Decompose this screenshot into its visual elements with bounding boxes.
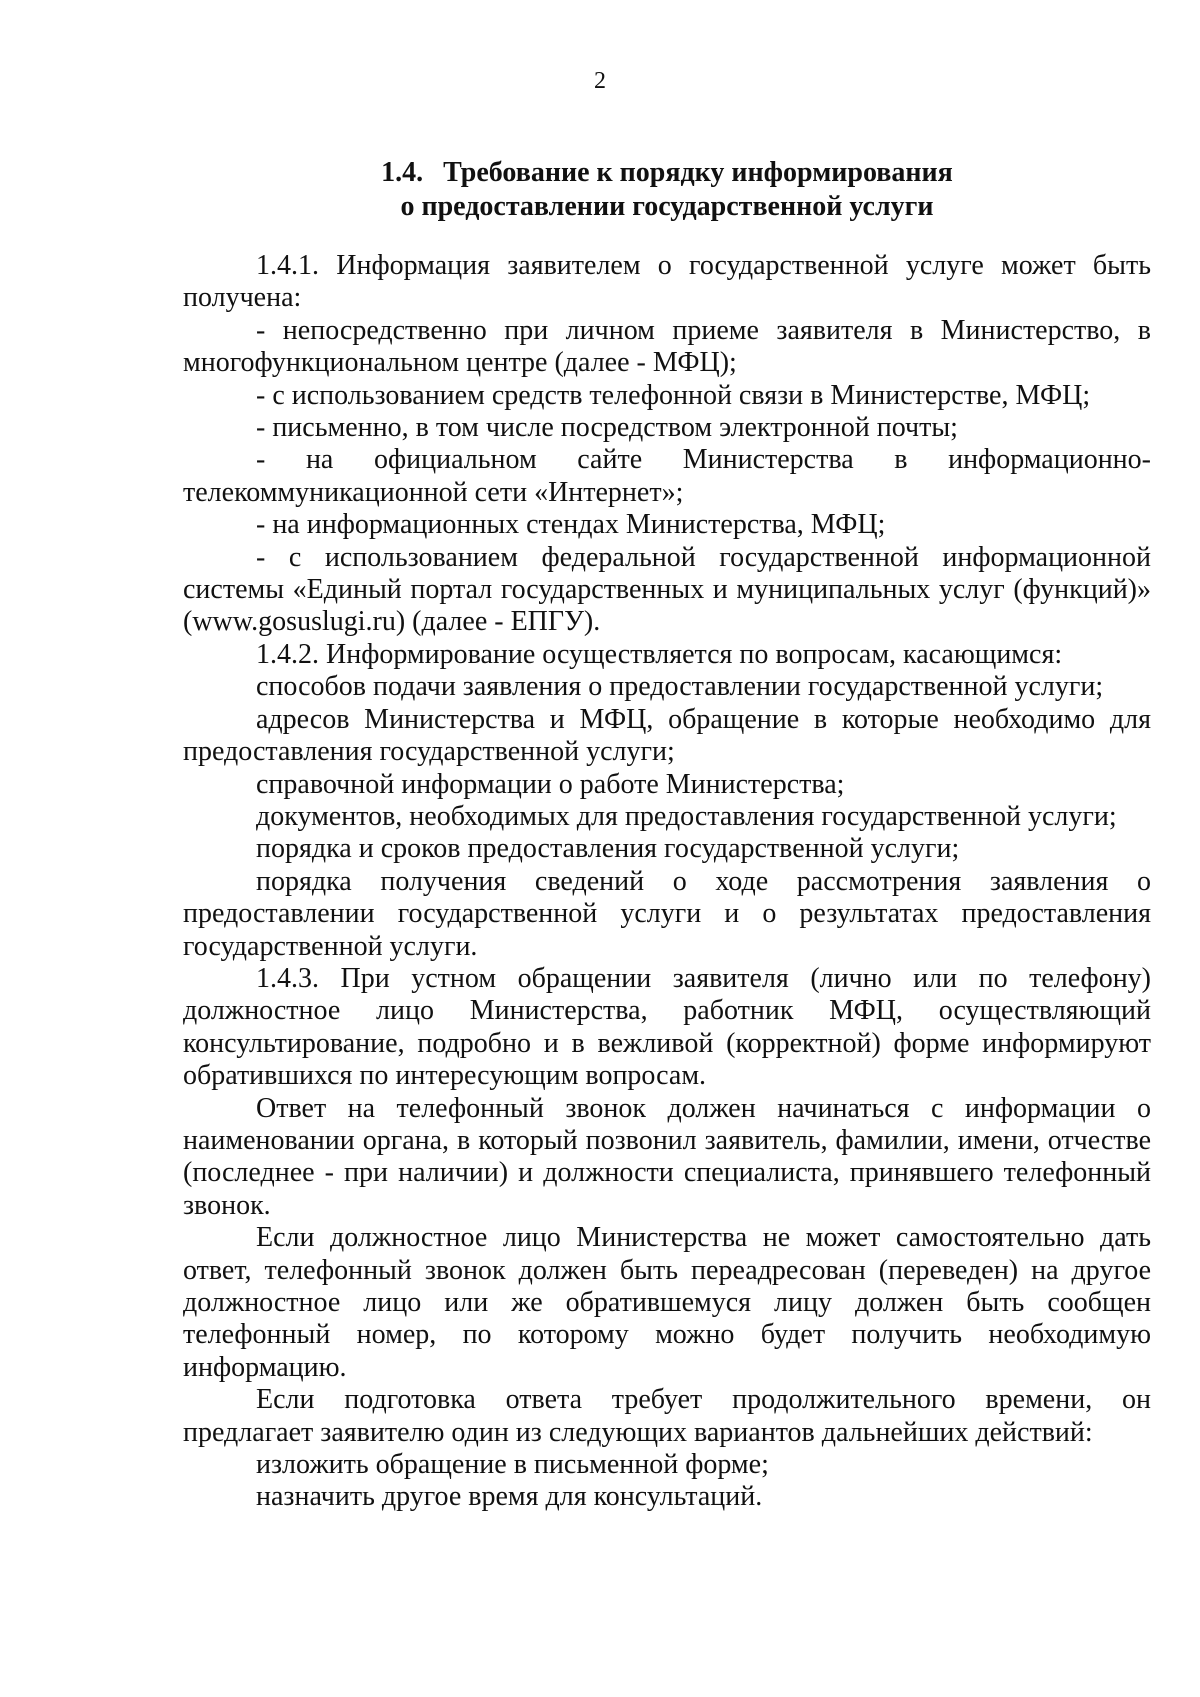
list-item-reference-info: справочной информации о работе Министерства; [256, 768, 845, 800]
section-heading-line-1 [183, 156, 1151, 190]
list-item-website: - на официальном сайте Министерства в информационно-телекоммуникационной сети «Интернет»; [183, 444, 1151, 508]
list-item-documents: документов, необходимых для предоставления государственной услуги; [256, 800, 1117, 832]
paragraph-1-4-3: 1.4.3. При устном обращении заявителя (лично или по телефону) должностное лицо Министерства, работник МФЦ, осуществляющий консультирование, подробно и в вежливой (корректной) форме информируют обратившихся по интересующим вопросам. [183, 962, 1151, 1092]
list-item-progress-info: порядка получения сведений о ходе рассмотрения заявления о предоставлении государственной услуги и о результатах предоставления государственной услуги. [183, 865, 1151, 962]
body-text [183, 250, 1151, 1514]
list-item-written-request: изложить обращение в письменной форме; [256, 1449, 769, 1481]
section-heading [183, 156, 1151, 224]
list-item-written: - письменно, в том числе посредством электронной почты; [256, 412, 958, 444]
page-number: 2 [594, 68, 606, 94]
list-item-epgu: - с использованием федеральной государственной информационной системы «Единый портал государственных и муниципальных услуг (функций)» (www.gosuslugi.ru) (далее - ЕПГУ). [183, 541, 1151, 638]
paragraph-long-preparation: Если подготовка ответа требует продолжительного времени, он предлагает заявителю один из следующих вариантов дальнейших действий: [183, 1384, 1151, 1448]
paragraph-1-4-1: 1.4.1. Информация заявителем о государственной услуге может быть получена: [183, 250, 1151, 314]
paragraph-1-4-2: 1.4.2. Информирование осуществляется по вопросам, касающимся: [256, 638, 1063, 670]
list-item-submission-methods: способов подачи заявления о предоставлении государственной услуги; [256, 671, 1104, 703]
list-item-stands: - на информационных стендах Министерства, МФЦ; [256, 509, 886, 541]
section-title-line-2: о предоставлении государственной услуги [400, 191, 934, 222]
section-title-line-1: Требование к порядку информирования [443, 157, 953, 188]
list-item-other-time: назначить другое время для консультаций. [256, 1481, 763, 1513]
list-item-personal-reception: - непосредственно при личном приеме заявителя в Министерство, в многофункциональном центре (далее - МФЦ); [183, 314, 1151, 379]
list-item-telephone: - с использованием средств телефонной связи в Министерстве, МФЦ; [256, 379, 1091, 411]
paragraph-phone-answer: Ответ на телефонный звонок должен начинаться с информации о наименовании органа, в который позвонил заявитель, фамилии, имени, отчестве (последнее - при наличии) и должности специалиста, принявшего телефонный звонок. [183, 1092, 1151, 1221]
list-item-addresses: адресов Министерства и МФЦ, обращение в которые необходимо для предоставления государственной услуги; [183, 703, 1151, 768]
paragraph-redirect: Если должностное лицо Министерства не может самостоятельно дать ответ, телефонный звонок должен быть переадресован (переведен) на другое должностное лицо или же обратившемуся лицу должен быть сообщен телефонный номер, по которому можно будет получить необходимую информацию. [183, 1222, 1151, 1383]
list-item-procedure-terms: порядка и сроков предоставления государственной услуги; [256, 833, 960, 865]
section-number: 1.4. [381, 157, 424, 188]
